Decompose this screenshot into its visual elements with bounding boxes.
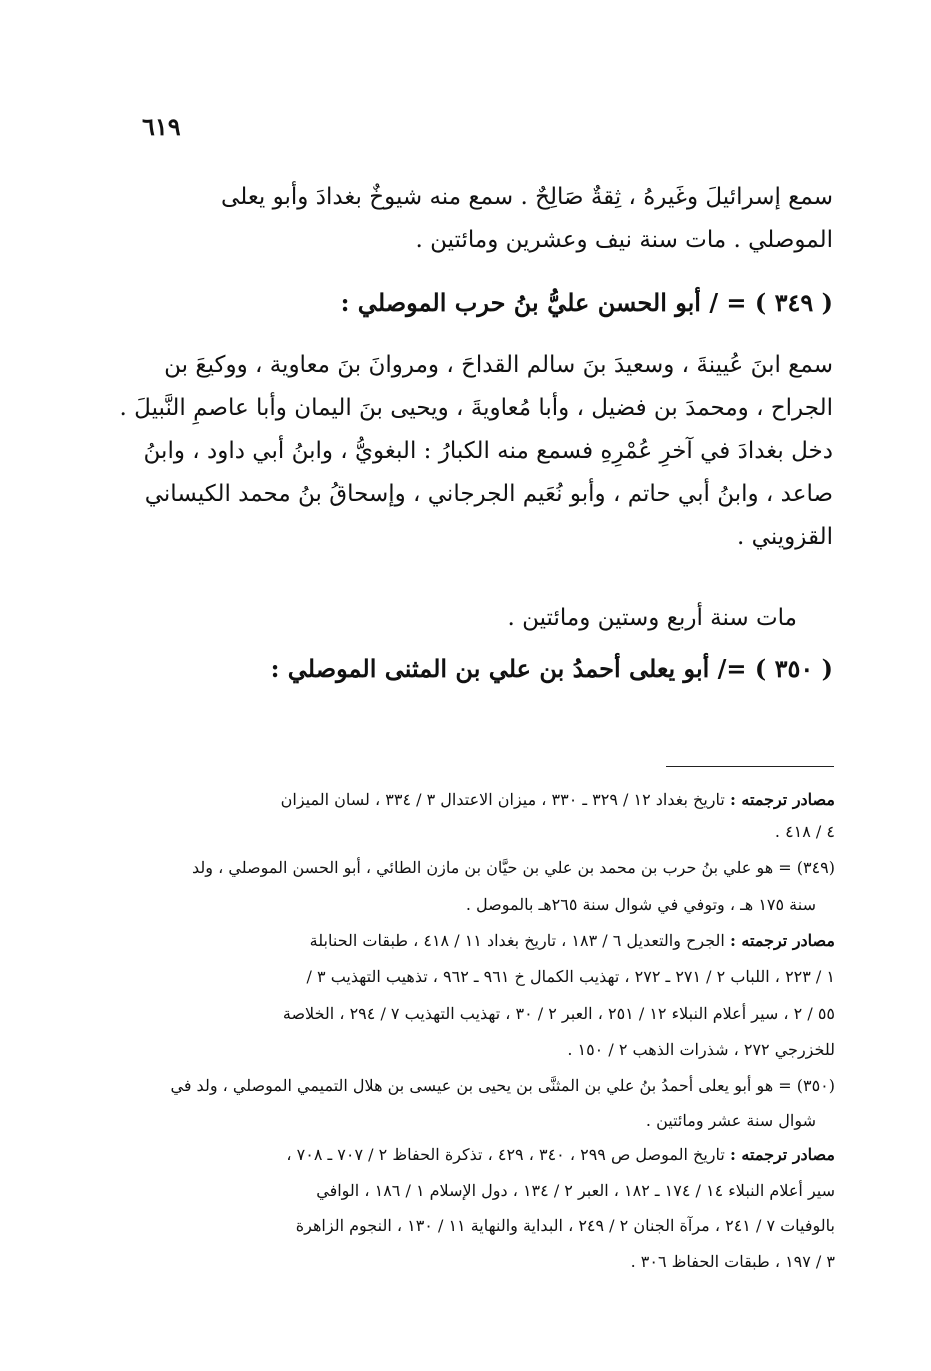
entry-heading-349: ( ٣٤٩ ) = / أبو الحسن عليُّ بنُ حرب الموصلي : [340, 288, 833, 317]
text-line: الجراح ، ومحمدَ بن فضيل ، وأبا مُعاويةَ ، ويحيى بنَ اليمان وأبا عاصمِ النَّبيلَ . [119, 395, 833, 421]
text-line: الموصلي . مات سنة نيف وعشرين ومائتين . [415, 227, 833, 253]
sources-text: تاريخ الموصل ص ٢٩٩ ، ٣٤٠ ، ٤٢٩ ، تذكرة الحفاظ ٢ / ٧٠٧ ـ ٧٠٨ ، [286, 1145, 725, 1164]
footnote-line: شوال سنة عشر ومائتين . [645, 1111, 816, 1130]
sources-label: مصادر ترجمته : [729, 1145, 835, 1164]
footnote-line: ٥٥ / ٢ ، سير أعلام النبلاء ١٢ / ٢٥١ ، العبر ٢ / ٣٠ ، تهذيب التهذيب ٧ / ٢٩٤ ، الخلاصة [282, 1004, 835, 1023]
footnote-line: للخزرجي ٢٧٢ ، شذرات الذهب ٢ / ١٥٠ . [567, 1040, 835, 1059]
footnote-line [140, 1145, 835, 1164]
footnote-line: (٣٥٠) = هو أبو يعلى أحمدُ بنُ علي بن المثنَّى بن يحيى بن عيسى بن هلال التميمي الموصلي ، ولد في [170, 1076, 835, 1095]
footnote-line: ٤ / ٤١٨ . [774, 822, 835, 841]
text-line: سمع إسرائيلَ وغَيرهُ ، ثِقةٌ صَالِحٌ . سمع منه شيوخٌ بغدادَ وأبو يعلى [221, 184, 833, 210]
text-line: صاعد ، وابنُ أبي حاتم ، وأبو نُعَيم الجرجاني ، وإسحاقُ بنُ محمد الكيساني [144, 481, 833, 507]
paragraph-1 [140, 176, 833, 262]
footnote-separator [666, 766, 834, 767]
footnote-line: (٣٤٩) = هو علي بنُ حرب بن محمد بن علي بن حيَّان بن مازن الطائي ، أبو الحسن الموصلي ، ولد [192, 858, 835, 877]
paragraph-3 [140, 597, 797, 640]
footnote-line [140, 790, 835, 809]
footnote-line: ١ / ٢٢٣ ، اللباب ٢ / ٢٧١ ـ ٢٧٢ ، تهذيب الكمال خ ٩٦١ ـ ٩٦٢ ، تذهيب التهذيب ٣ / [306, 967, 835, 986]
paragraph-2 [119, 344, 833, 559]
sources-label: مصادر ترجمته : [729, 931, 835, 950]
text-line: دخل بغدادَ في آخرِ عُمْرِهِ فسمع منه الكبارُ : البغويُّ ، وابنُ أبي داود ، وابنُ [143, 438, 833, 464]
sources-label: مصادر ترجمته : [729, 790, 835, 809]
entry-heading-350: ( ٣٥٠ ) =/ أبو يعلى أحمدُ بن علي بن المثنى الموصلي : [270, 654, 833, 683]
footnote-line: بالوفيات ٧ / ٢٤١ ، مرآة الجنان ٢ / ٢٤٩ ، البداية والنهاية ١١ / ١٣٠ ، النجوم الزاهرة [295, 1216, 835, 1235]
sources-text: تاريخ بغداد ١٢ / ٣٢٩ ـ ٣٣٠ ، ميزان الاعتدال ٣ / ٣٣٤ ، لسان الميزان [280, 790, 725, 809]
footnote-line: ٣ / ١٩٧ ، طبقات الحفاظ ٣٠٦ . [630, 1252, 835, 1271]
text-line: سمع ابنَ عُيينةَ ، وسعيدَ بنَ سالم القداحَ ، ومروانَ بنَ معاوية ، ووكيعَ بن [164, 352, 833, 378]
text-line: القزويني . [737, 524, 833, 550]
footnote-line: سنة ١٧٥ هـ ، وتوفي في شوال سنة ٢٦٥هـ بالموصل . [465, 895, 816, 914]
sources-text: الجرح والتعديل ٦ / ١٨٣ ، تاريخ بغداد ١١ / ٤١٨ ، طبقات الحنابلة [309, 931, 725, 950]
footnote-line [140, 931, 835, 950]
footnote-line: سير أعلام النبلاء ١٤ / ١٧٤ ـ ١٨٢ ، العبر ٢ / ١٣٤ ، دول الإسلام ١ / ١٨٦ ، الوافي [316, 1181, 835, 1200]
page-number: ٦١٩ [142, 112, 181, 141]
text-line: مات سنة أربع وستين ومائتين . [507, 605, 797, 631]
